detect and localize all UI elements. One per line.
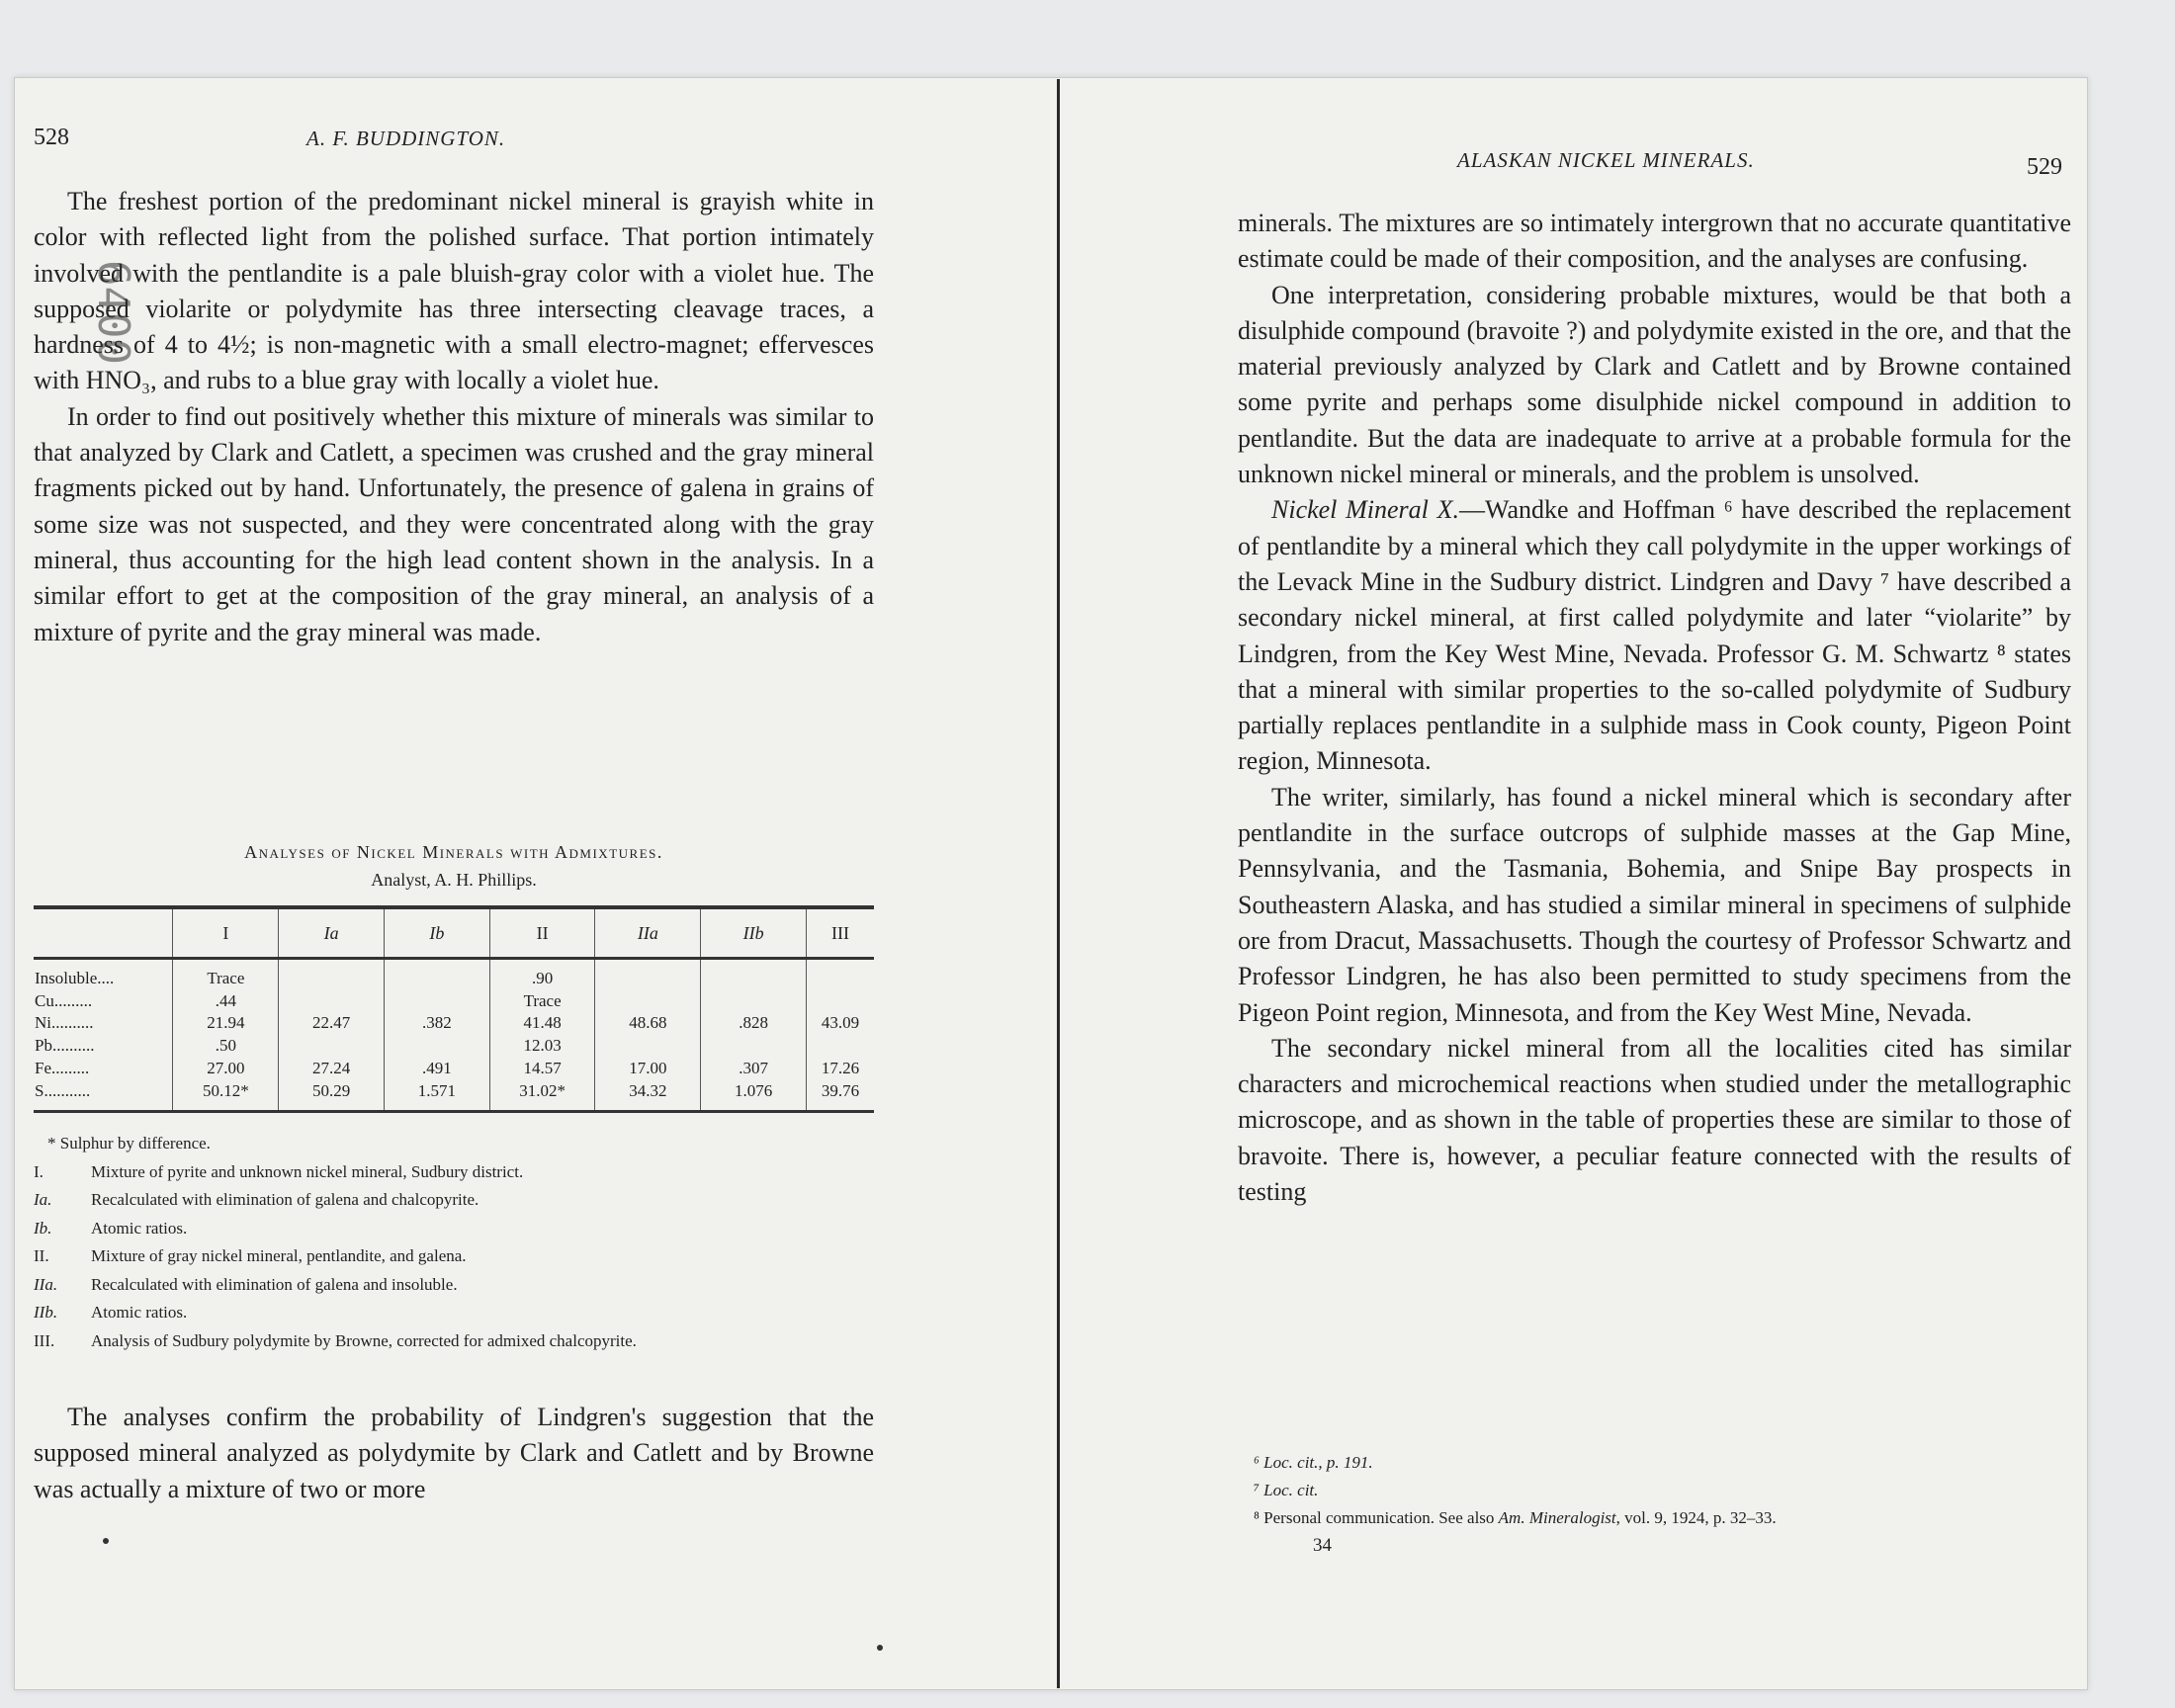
stamp-text: 6400 (88, 260, 138, 365)
table-cell: 43.09 17.26 39.76 (806, 959, 874, 1112)
table-cell: .828 .307 1.076 (701, 959, 807, 1112)
note-key: Ia. (34, 1190, 52, 1209)
paragraph-text: —Wandke and Hoffman ⁶ have described the replacement of pentlandite by a mineral which they call polydymite in the upper workings of the Levack Mine in the Sudbury district. Lindgren and Davy ⁷ have described a secondary nickel mineral, at first called polydymite and later “violarite” by Lindgren, from the Key West Mine, Nevada. Professor G. M. Schwartz ⁸ states that a mineral with similar properties to the so-called polydymite of Sudbury partially replaces pentlandite in a sulphide mass in Cook county, Pigeon Point region, Minnesota. (1238, 495, 2071, 776)
column-header: I (173, 907, 279, 959)
table-row (34, 959, 874, 1112)
note-text: Recalculated with elimination of galena and insoluble. (91, 1274, 458, 1294)
column-header: Ib (384, 907, 489, 959)
page-number-left: 528 (34, 125, 69, 150)
paragraph: The writer, similarly, has found a nickel mineral which is secondary after pentlandite in the surface outcrops of sulphide masses at the Gap Mine, Pennsylvania, and the Tasmania, Bohemia, and Snipe Bay prospects in Southeastern Alaska, and has studied a similar mineral in specimens of sulphide ore from Dracut, Massachusetts. Though the courtesy of Professor Schwartz and Professor Lindgren, he has also been permitted to study specimens from the Pigeon Point region, Minnesota, and from the Key West Mine, Nevada. (1238, 782, 2071, 1027)
table-header-row (34, 907, 874, 959)
note (34, 1215, 874, 1243)
footnote: ⁷ Loc. cit. (1254, 1481, 1319, 1499)
note-key: II. (34, 1246, 49, 1265)
left-closing (34, 1400, 874, 1507)
paragraph: One interpretation, considering probable mixtures, would be that both a disulphide compound (bravoite ?) and polydymite existed in the ore, and that the material previously analyzed by Clark and Catlett and by Browne contained some pyrite and perhaps some disulphide nickel compound in addition to pentlandite. But the data are inadequate to arrive at a probable formula for the unknown nickel mineral or minerals, and the problem is unsolved. (1238, 280, 2071, 489)
left-page (34, 77, 874, 1678)
column-header: IIa (595, 907, 701, 959)
right-body (1238, 206, 2071, 1210)
note (34, 1242, 874, 1271)
speck (877, 1645, 883, 1651)
note (34, 1299, 874, 1327)
column-header: III (806, 907, 874, 959)
note (34, 1327, 874, 1356)
note-text: Atomic ratios. (91, 1218, 188, 1238)
right-page (1238, 77, 2071, 1678)
note-text: Mixture of pyrite and unknown nickel mineral, Sudbury district. (91, 1161, 524, 1181)
column-header (34, 907, 173, 959)
paragraph: The freshest portion of the predominant nickel mineral is grayish white in color with reflected light from the polished surface. That portion intimately involved with the pentlandite is a pale bluish-gray color with a violet hue. The supposed violarite or polydymite has three intersecting cleavage traces, a hardness of 4 to 4½; is non-magnetic with a small electro-magnet; effervesces with HNO₃, and rubs to a blue gray with locally a violet hue. (34, 187, 874, 395)
analyses-table (34, 905, 874, 1113)
note-key: I. (34, 1161, 44, 1181)
signature-mark: 34 (1313, 1535, 1332, 1556)
footnote-text: , vol. 9, 1924, p. 32–33. (1615, 1508, 1777, 1527)
note-key: IIb. (34, 1303, 58, 1322)
note (34, 1186, 874, 1215)
column-header: IIb (701, 907, 807, 959)
gutter-line (1057, 79, 1060, 1688)
note-text: Recalculated with elimination of galena and chalcopyrite. (91, 1190, 479, 1209)
archive-stamp (88, 260, 138, 487)
running-head-right: ALASKAN NICKEL MINERALS. (1457, 148, 1755, 172)
left-body (34, 184, 874, 650)
table-notes (34, 1130, 874, 1355)
note-text: Analysis of Sudbury polydymite by Browne, corrected for admixed chalcopyrite. (91, 1330, 637, 1350)
table-analyst: Analyst, A. H. Phillips. (371, 870, 537, 890)
footnote-text: ⁸ Personal communication. See also (1254, 1508, 1499, 1527)
footnote: ⁶ Loc. cit., p. 191. (1254, 1453, 1373, 1472)
table-cell: Trace .44 21.94 .50 27.00 50.12* (173, 959, 279, 1112)
row-labels: Insoluble.... Cu......... Ni.......... Pb.......... Fe......... S........... (34, 959, 173, 1112)
table-title: Analyses of Nickel Minerals with Admixtures. (244, 842, 663, 862)
column-header: Ia (279, 907, 385, 959)
note-key: IIa. (34, 1274, 58, 1294)
paragraph (1238, 492, 2071, 779)
note-text: Atomic ratios. (91, 1303, 188, 1322)
running-head-left: A. F. BUDDINGTON. (306, 127, 506, 150)
footnote-journal: Am. Mineralogist (1498, 1508, 1616, 1527)
footnote (1254, 1504, 2087, 1532)
table-cell: .382 .491 1.571 (384, 959, 489, 1112)
note-key: III. (34, 1330, 55, 1350)
paragraph: The analyses confirm the probability of Lindgren's suggestion that the supposed mineral analyzed as polydymite by Clark and Catlett and by Browne was actually a mixture of two or more (34, 1403, 874, 1503)
table-cell: .90 Trace 41.48 12.03 14.57 31.02* (489, 959, 595, 1112)
table-cell: 48.68 17.00 34.32 (595, 959, 701, 1112)
table-cell: 22.47 27.24 50.29 (279, 959, 385, 1112)
note-key: Ib. (34, 1218, 52, 1238)
page-number-right: 529 (2027, 154, 2062, 180)
note-text: Mixture of gray nickel mineral, pentlandite, and galena. (91, 1246, 467, 1265)
note (34, 1130, 874, 1158)
note (34, 1271, 874, 1300)
column-header: II (489, 907, 595, 959)
paragraph: The secondary nickel mineral from all the localities cited has similar characters and microchemical reactions when studied under the metallographic microscope, and as shown in the table of properties these are similar to those of bravoite. There is, however, a peculiar feature connected with the results of testing (1238, 1033, 2071, 1207)
table-caption (34, 838, 874, 894)
paragraph: In order to find out positively whether this mixture of minerals was similar to that analyzed by Clark and Catlett, a specimen was crushed and the gray mineral fragments picked out by hand. Unfortunately, the presence of galena in grains of some size was not suspected, and they were concentrated along with the gray mineral, thus accounting for the high lead content shown in the analysis. In a similar effort to get at the composition of the gray mineral, an analysis of a mixture of pyrite and the gray mineral was made. (34, 401, 874, 646)
paragraph: minerals. The mixtures are so intimately intergrown that no accurate quantitative estimate could be made of their composition, and the analyses are confusing. (1238, 209, 2071, 274)
footnotes (1238, 1449, 2087, 1560)
speck (103, 1538, 109, 1544)
section-heading: Nickel Mineral X. (1271, 495, 1459, 525)
note-text: * Sulphur by difference. (47, 1134, 211, 1153)
note (34, 1158, 874, 1187)
